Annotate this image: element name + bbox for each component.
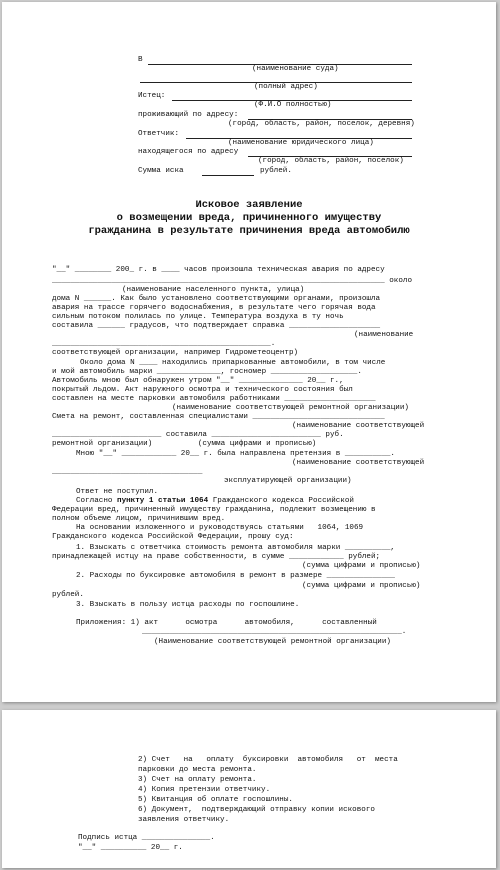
body-line: _________________________________________________________.	[142, 628, 407, 636]
body-hint: (Наименование соответствующей ремонтной организации)	[154, 638, 391, 646]
body-line: полном объеме лицом, причинившим вред.	[52, 515, 226, 523]
document-page-1	[2, 2, 496, 702]
body-line: авария на трассе горячего водоснабжения, в результате чего горячая вода	[52, 304, 376, 312]
doc-title-line2: о возмещении вреда, причиненного имуществу	[116, 212, 382, 224]
body-line: _________________________________	[52, 468, 203, 476]
body-line: Около дома N ____ находились припаркованные автомобили, в том числе	[80, 359, 386, 367]
body-line: сильным потоком полилась по улице. Температура воздуха в ту ночь	[52, 313, 344, 321]
body-text: Гражданского кодекса Российской	[208, 497, 354, 505]
doc-title-line3: гражданина в результате причинения вреда автомобилю	[88, 225, 410, 237]
body-line: _________________________________________________________________________ около	[52, 277, 413, 285]
request-item: 2. Расходы по буксировке автомобиля в ремонт в размере _______________	[76, 572, 395, 580]
body-line	[76, 497, 354, 506]
body-hint: соответствующей организации, например Гидрометеоцентр)	[52, 349, 299, 357]
body-hint: (наименование	[354, 331, 414, 339]
body-line: Федерации вред, причиненный имуществу гражданина, подлежит возмещению в	[52, 506, 376, 514]
body-line: составила ______ градусов, что подтверждает справка ____________________	[52, 322, 381, 330]
body-hint: (наименование соответствующей	[292, 459, 425, 467]
attachment-item: 2) Счет на оплату буксировки автомобиля от места	[138, 756, 398, 764]
attachment-item: парковки до места ремонта.	[138, 766, 257, 774]
plaintiff-label: Истец:	[138, 92, 166, 100]
address-hint: (полный адрес)	[254, 83, 318, 91]
doc-title: Исковое заявление	[195, 199, 303, 211]
body-hint: (сумма цифрами и прописью)	[302, 582, 421, 590]
body-line: и мой автомобиль марки ______________, госномер ___________________.	[52, 368, 362, 376]
located-hint: (город, область, район, поселок)	[258, 157, 404, 165]
rubles-label: рублей.	[260, 167, 292, 175]
body-line: На основании изложенного и руководствуясь статьями 1064, 1069	[76, 524, 364, 532]
fio-hint: (Ф.И.О полностью)	[254, 101, 332, 109]
body-hint: эксплуатирующей организации)	[224, 477, 352, 485]
signature-line: Подпись истца _______________.	[78, 834, 215, 842]
attachment-item: 6) Документ, подтверждающий отправку копии искового	[138, 806, 375, 814]
residing-label: проживающий по адресу:	[138, 111, 239, 119]
claim-sum-line	[202, 175, 254, 176]
document-page-2	[2, 710, 496, 868]
court-hint: (наименование суда)	[252, 65, 339, 73]
attachment-item: 5) Квитанция об оплате госпошлины.	[138, 796, 293, 804]
defendant-label: Ответчик:	[138, 130, 180, 138]
body-line: составлен на месте парковки автомобиля работниками ____________________	[52, 395, 376, 403]
attachments-line: Приложения: 1) акт осмотра автомобиля, составленный	[76, 619, 377, 627]
located-label: находящегося по адресу	[138, 148, 239, 156]
body-hint: (наименование соответствующей	[292, 422, 425, 430]
body-text: Согласно	[76, 497, 118, 505]
body-line: Гражданского кодекса Российской Федерации, прошу суд:	[52, 533, 294, 541]
request-item: 1. Взыскать с ответчика стоимость ремонта автомобиля марки __________,	[76, 544, 395, 552]
body-hint: ремонтной организации) (сумма цифрами и прописью)	[52, 440, 317, 448]
legal-name-hint: (наименование юридического лица)	[228, 139, 374, 147]
body-line: принадлежащей истцу на праве собственности, в сумме ____________ рублей;	[52, 553, 381, 561]
body-line: Ответ не поступил.	[76, 488, 159, 496]
claim-sum-label: Сумма иска	[138, 167, 184, 175]
body-hint: (сумма цифрами и прописью)	[302, 562, 421, 570]
residing-hint: (город, область, район, поселок, деревня)	[228, 120, 415, 128]
body-line: рублей.	[52, 591, 84, 599]
attachment-item: 3) Счет на оплату ремонта.	[138, 776, 257, 784]
body-line: "__" ________ 200_ г. в ____ часов произошла техническая авария по адресу	[52, 266, 385, 274]
body-line: покрытый льдом. Акт наружного осмотра и технического состояния был	[52, 386, 353, 394]
request-item: 3. Взыскать в пользу истца расходы по госпошлине.	[76, 601, 300, 609]
law-reference: пункту 1 статьи 1064	[117, 497, 209, 505]
body-line: Автомобиль мною был обнаружен утром "__" ______________ 20__ г.,	[52, 377, 344, 385]
body-hint: (наименование соответствующей ремонтной организации)	[172, 404, 409, 412]
to-prefix: В	[138, 56, 143, 64]
body-line: ________________________ составила ________________________ руб.	[52, 431, 344, 439]
body-line: дома N ______. Как было установлено соответствующими органами, произошла	[52, 295, 381, 303]
body-line: ________________________________________________.	[52, 340, 276, 348]
body-hint: (наименование населенного пункта, улица)	[122, 286, 305, 294]
attachment-item: заявления ответчику.	[138, 816, 230, 824]
body-line: Мною "__" ____________ 20__ г. была направлена претензия в __________.	[76, 450, 395, 458]
body-line: Смета на ремонт, составленная специалистами _____________________________	[52, 413, 385, 421]
date-line: "__" __________ 20__ г.	[78, 844, 183, 852]
attachment-item: 4) Копия претензии ответчику.	[138, 786, 271, 794]
